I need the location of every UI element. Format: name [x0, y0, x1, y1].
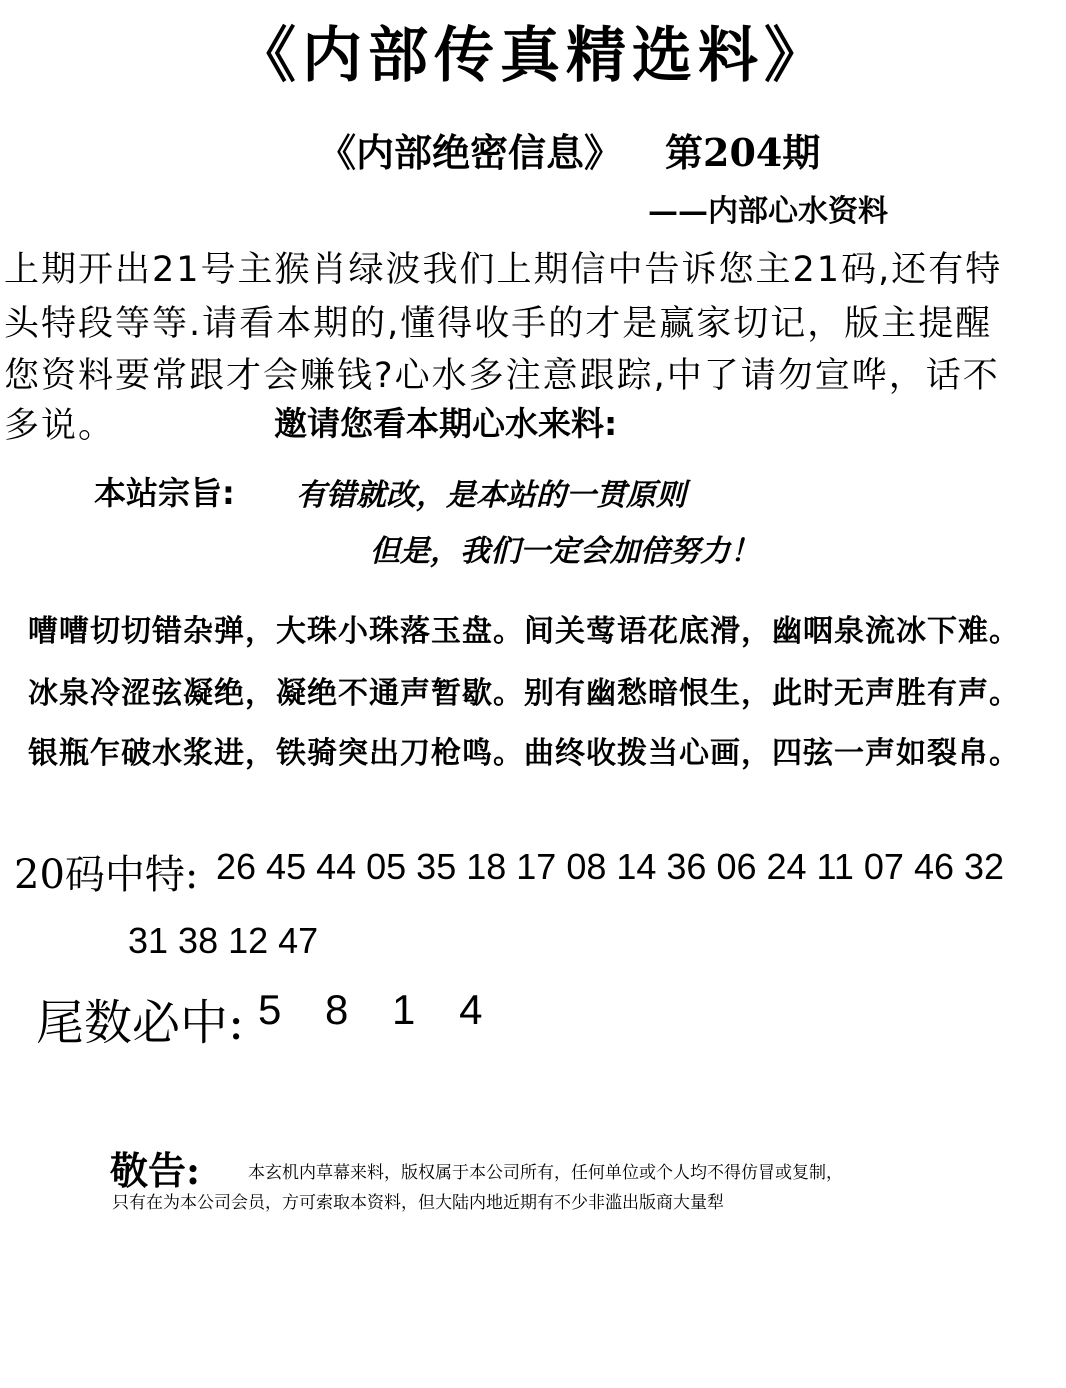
motto-line-1: 有错就改，是本站的一贯原则 [296, 478, 686, 513]
tail-label: 尾数必中: [36, 995, 245, 1051]
intro-line-3: 您资料要常跟才会赚钱?心水多注意跟踪,中了请勿宣哗，话不 [4, 356, 1000, 396]
source-label: ——内部心水资料 [648, 194, 888, 229]
numbers-line-2: 31 38 12 47 [128, 920, 319, 961]
numbers-label: 20码中特: [14, 852, 199, 898]
motto-line-2: 但是，我们一定会加倍努力！ [370, 534, 760, 569]
subtitle: 《内部绝密信息》 [318, 130, 623, 175]
numbers-line-1: 26 45 44 05 35 18 17 08 14 36 06 24 11 07 46 32 [216, 846, 1005, 887]
notice-line-1: 本玄机内草幕来料，版权属于本公司所有，任何单位或个人均不得仿冒或复制， [248, 1163, 843, 1183]
intro-line-4: 多说。 [4, 406, 116, 446]
notice-line-2: 只有在为本公司会员，方可索取本资料，但大陆内地近期有不少非滥出版商大量犁 [112, 1193, 724, 1213]
page-title: 《内部传真精选料》 [236, 21, 830, 91]
poem-line-2: 冰泉冷涩弦凝绝，凝绝不通声暂歇。别有幽愁暗恨生，此时无声胜有声。 [28, 676, 1020, 711]
issue-number: 第204期 [665, 130, 821, 175]
intro-line-1: 上期开出21号主猴肖绿波我们上期信中告诉您主21码,还有特 [4, 250, 1003, 290]
invite-text: 邀请您看本期心水来料: [274, 404, 618, 443]
motto-label: 本站宗旨: [94, 474, 235, 512]
intro-line-2: 头特段等等.请看本期的,懂得收手的才是赢家切记，版主提醒 [4, 304, 993, 344]
notice-label: 敬告: [110, 1148, 201, 1193]
tail-values: 5 8 1 4 [258, 986, 489, 1033]
poem-line-3: 银瓶乍破水浆进，铁骑突出刀枪鸣。曲终收拨当心画，四弦一声如裂帛。 [28, 736, 1020, 771]
poem-line-1: 嘈嘈切切错杂弹，大珠小珠落玉盘。间关莺语花底滑，幽咽泉流冰下难。 [28, 614, 1020, 649]
